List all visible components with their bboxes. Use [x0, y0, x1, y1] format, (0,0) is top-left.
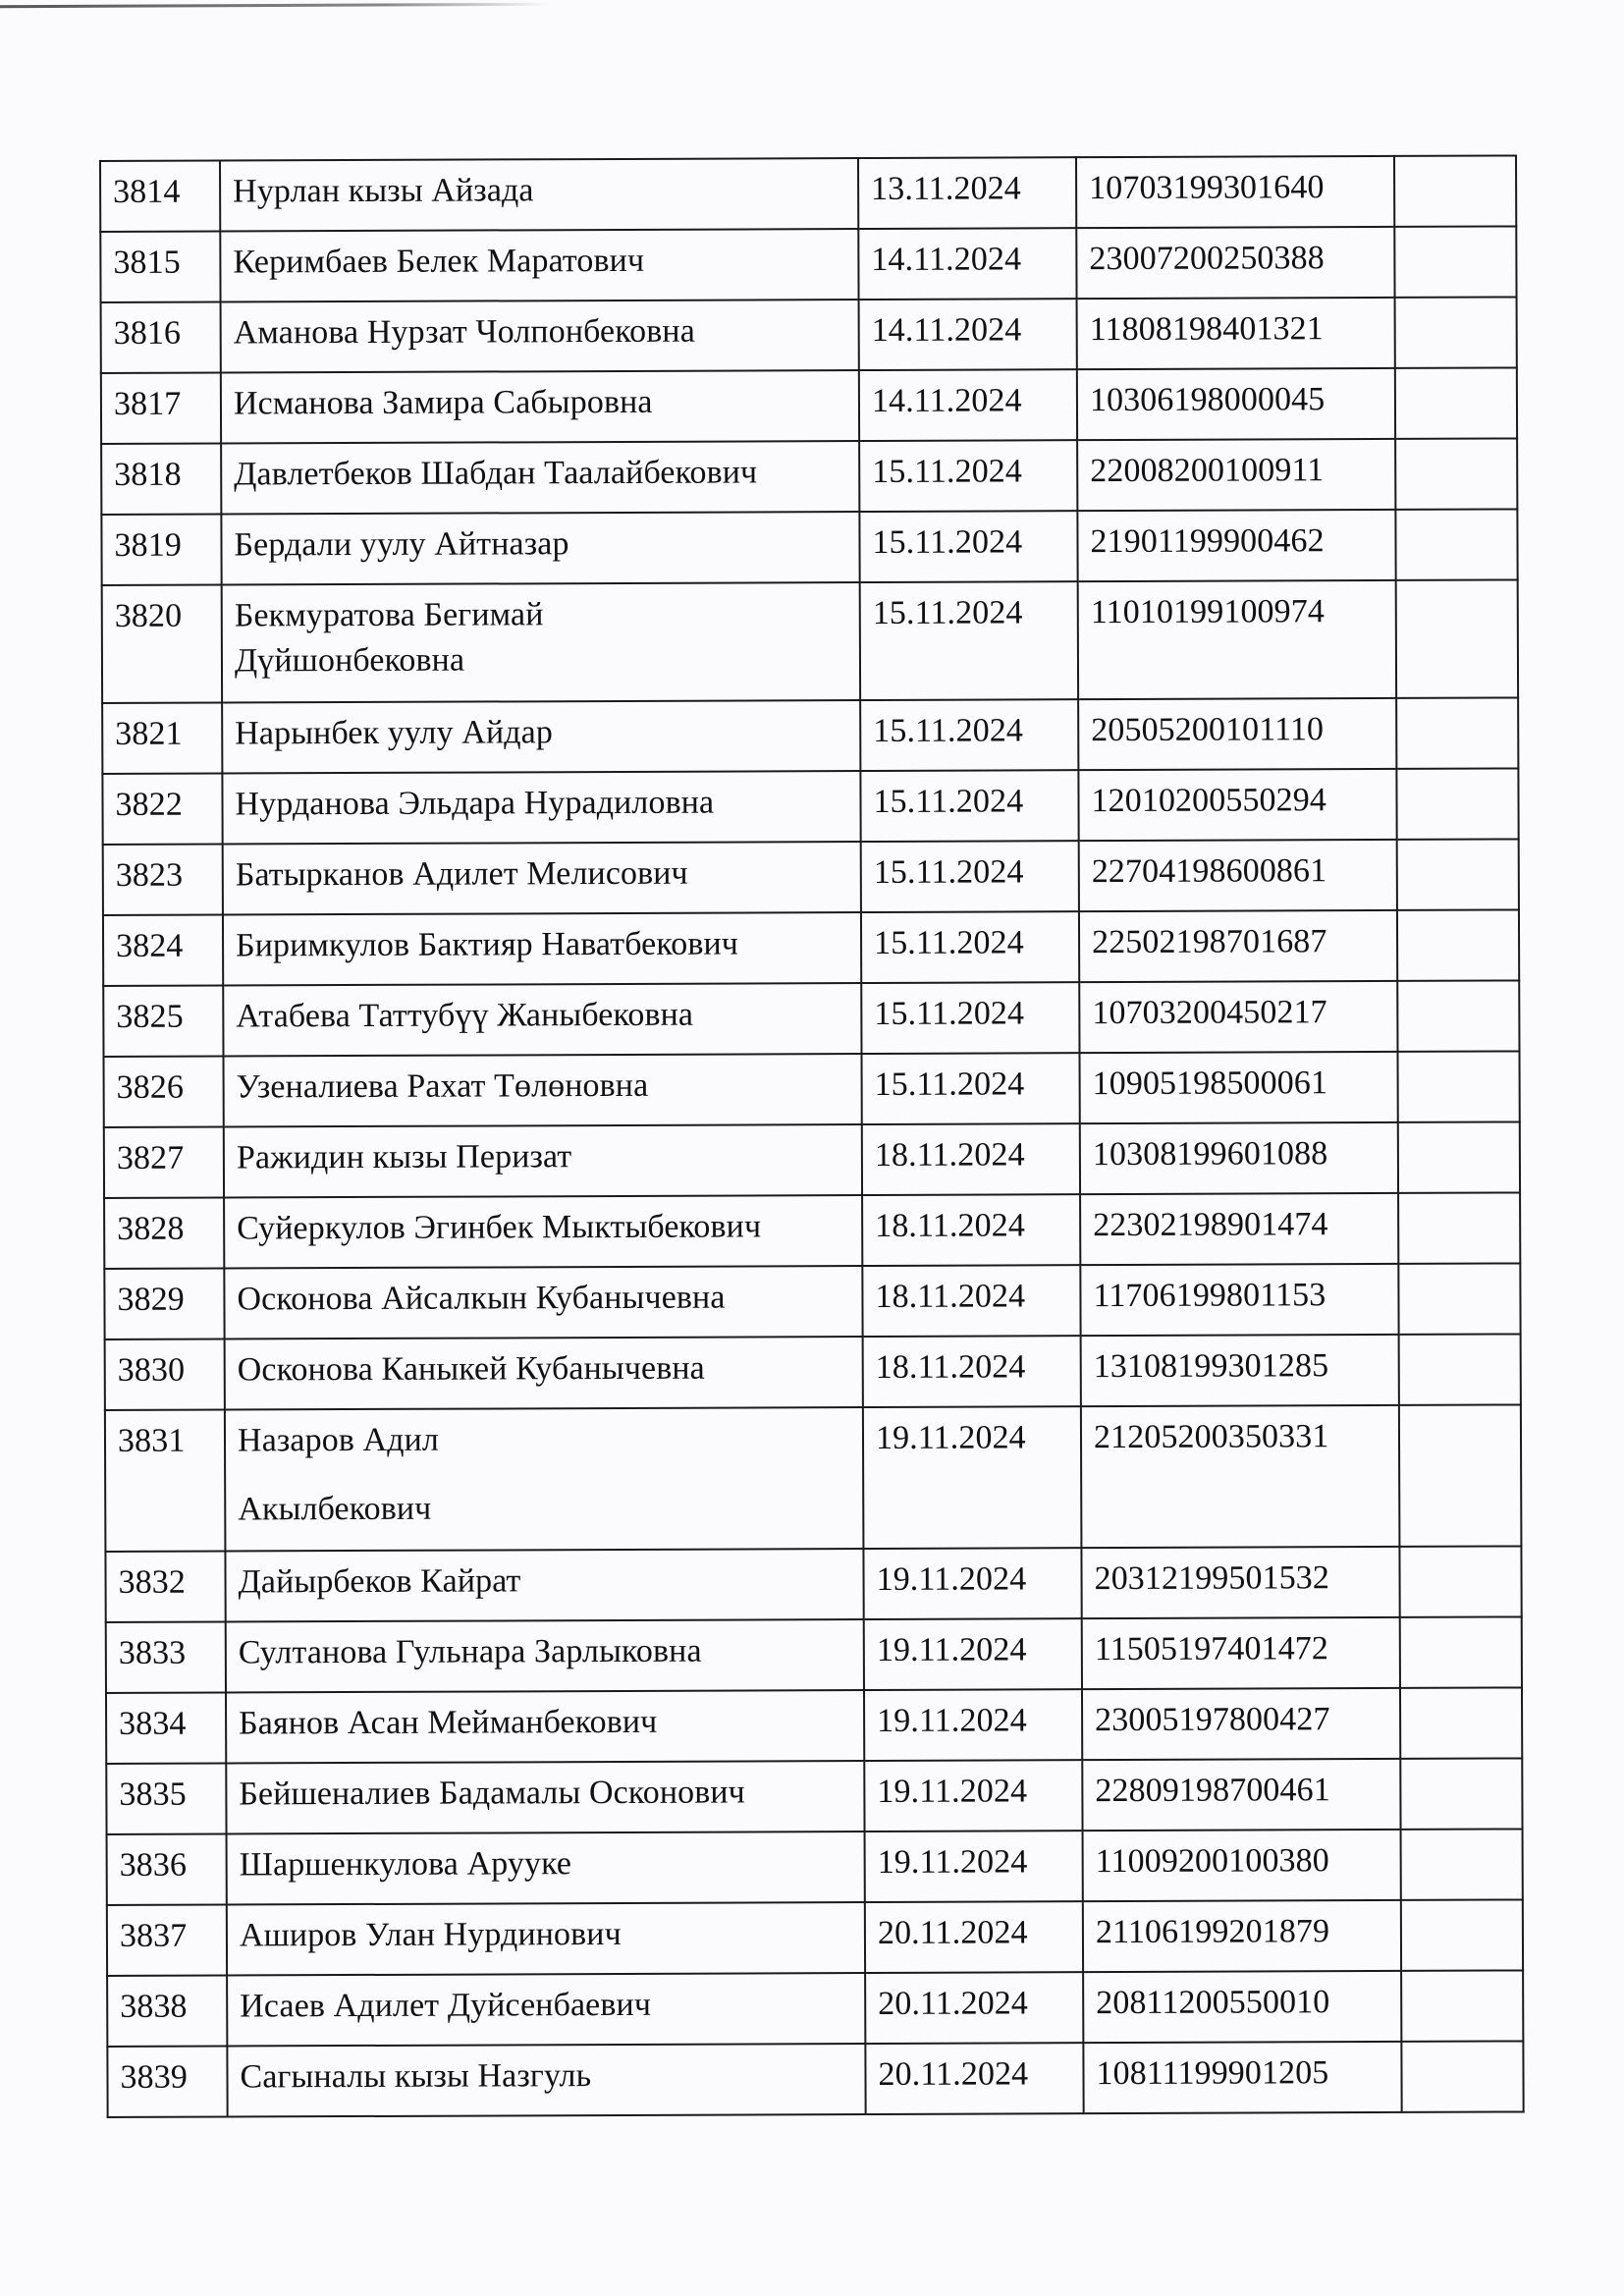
table-row [103, 909, 1519, 986]
table-row [102, 697, 1518, 774]
pin-cell [1082, 1617, 1400, 1689]
pin-cell-text: 22809198700461 [1095, 1772, 1330, 1810]
full-name-cell-text: Давлетбеков Шабдан Таалайбекович [234, 454, 758, 493]
row-number-cell [107, 1905, 227, 1976]
table-row [101, 367, 1517, 444]
full-name-cell [227, 1973, 865, 2046]
empty-cell [1395, 367, 1517, 438]
empty-cell [1399, 1334, 1521, 1404]
date-cell [865, 1901, 1083, 1973]
pin-cell-text: 10703199301640 [1089, 169, 1325, 207]
row-number-cell-text: 3832 [118, 1563, 187, 1601]
table-row [106, 1687, 1522, 1764]
date-cell [859, 511, 1077, 582]
pin-cell [1076, 156, 1394, 228]
full-name-cell [222, 771, 860, 844]
date-cell-text: 15.11.2024 [873, 712, 1024, 749]
date-cell-text: 14.11.2024 [871, 241, 1022, 278]
full-name-cell [224, 1195, 862, 1268]
row-number-cell-text: 3835 [119, 1776, 187, 1813]
date-cell-text: 20.11.2024 [877, 1914, 1028, 1951]
date-cell-text: 15.11.2024 [872, 523, 1023, 561]
date-cell [859, 369, 1077, 441]
row-number-cell [105, 1410, 226, 1552]
empty-cell [1397, 980, 1519, 1051]
empty-cell [1396, 768, 1518, 839]
pin-cell [1082, 1688, 1400, 1760]
date-cell [860, 770, 1078, 842]
row-number-cell-text: 3814 [113, 173, 181, 210]
table-row [107, 2041, 1523, 2117]
full-name-cell [225, 1337, 863, 1409]
pin-cell [1080, 1264, 1398, 1336]
full-name-cell [227, 1831, 865, 1904]
table-row [102, 579, 1518, 703]
full-name-cell [225, 1407, 864, 1551]
pin-cell-text: 20312199501532 [1094, 1559, 1330, 1598]
date-cell-text: 18.11.2024 [875, 1348, 1026, 1386]
full-name-cell [223, 842, 861, 914]
full-name-cell [221, 300, 859, 372]
full-name-cell-text: Нарынбек уулу Айдар [235, 714, 553, 752]
date-cell [861, 982, 1079, 1054]
date-cell-text: 19.11.2024 [877, 1773, 1028, 1810]
date-cell-text: 19.11.2024 [876, 1560, 1027, 1598]
empty-cell [1401, 1829, 1523, 1899]
full-name-cell-text: Осконова Каныкей Кубанычевна [237, 1349, 705, 1389]
pin-cell [1077, 510, 1395, 581]
row-number-cell [101, 515, 221, 585]
pin-cell-text: 22008200100911 [1090, 452, 1325, 490]
empty-cell [1399, 1546, 1521, 1616]
pin-cell-text: 20505200101110 [1091, 711, 1325, 749]
date-cell [858, 157, 1076, 229]
pin-cell-text: 22704198600861 [1091, 852, 1327, 891]
pin-cell-text: 10308199601088 [1092, 1135, 1328, 1174]
full-name-cell-text: Биримкулов Бактияр Наватбекович [236, 925, 739, 964]
pin-cell [1077, 298, 1395, 369]
pin-cell [1079, 1052, 1397, 1123]
date-cell [862, 1123, 1080, 1195]
full-name-cell-text: Бейшеналиев Бадамалы Осконович [239, 1774, 745, 1813]
pin-cell [1083, 1971, 1401, 2043]
full-name-cell [221, 512, 859, 584]
empty-cell [1398, 1263, 1520, 1334]
pin-cell [1078, 580, 1396, 699]
full-name-cell [227, 1902, 865, 1975]
full-name-line2-text: Дүйшонбековна [234, 641, 465, 680]
full-name-cell-text: Сагыналы кызы Назгуль [240, 2057, 592, 2096]
date-cell-text: 15.11.2024 [873, 924, 1024, 961]
table-row [105, 1334, 1521, 1410]
pin-cell-text: 11706199801153 [1093, 1277, 1326, 1315]
full-name-cell-text: Аширов Улан Нурдинович [239, 1915, 622, 1954]
empty-cell [1401, 1899, 1523, 1970]
full-name-cell-text: Бердали уулу Айтназар [234, 525, 569, 564]
date-cell [861, 841, 1079, 912]
date-cell-text: 15.11.2024 [872, 594, 1023, 631]
row-number-cell-text: 3826 [116, 1068, 185, 1106]
table-row [101, 297, 1517, 373]
table-row [104, 1263, 1520, 1339]
table-row [106, 1758, 1522, 1834]
empty-cell [1398, 1121, 1520, 1192]
table-row [107, 1899, 1523, 1976]
full-name-cell [220, 229, 858, 301]
full-name-cell-text: Батырканов Адилет Мелисович [235, 854, 688, 894]
table-row [100, 226, 1516, 302]
full-name-cell [224, 1124, 862, 1197]
pin-cell-text: 21205200350331 [1093, 1418, 1329, 1456]
date-cell [863, 1336, 1081, 1407]
row-number-cell [105, 1552, 225, 1622]
pin-cell-text: 10905198500061 [1092, 1065, 1328, 1103]
pin-cell-text: 11010199100974 [1090, 593, 1325, 631]
pin-cell-text: 22302198901474 [1093, 1206, 1328, 1244]
registry-table-body [100, 155, 1524, 2117]
pin-cell [1081, 1335, 1399, 1406]
full-name-cell-text: Узеналиева Рахат Төлөновна [236, 1066, 649, 1106]
pin-cell [1081, 1547, 1399, 1618]
full-name-cell-text: Аманова Нурзат Чолпонбековна [233, 312, 695, 352]
pin-cell-text: 21106199201879 [1095, 1913, 1330, 1951]
date-cell-text: 13.11.2024 [871, 170, 1021, 207]
table-row [101, 509, 1517, 585]
empty-cell [1400, 1687, 1522, 1758]
date-cell [859, 440, 1077, 512]
date-cell [864, 1618, 1082, 1690]
row-number-cell [107, 1976, 227, 2047]
row-number-cell [105, 1339, 225, 1410]
registry-table [99, 154, 1525, 2118]
pin-cell-text: 11505197401472 [1094, 1630, 1329, 1668]
table-row [101, 438, 1517, 515]
pin-cell [1083, 1830, 1401, 1901]
row-number-cell-text: 3816 [113, 314, 182, 352]
date-cell [864, 1760, 1082, 1831]
scan-edge-shadow [0, 3, 550, 8]
empty-cell [1396, 579, 1518, 697]
empty-cell [1395, 509, 1517, 579]
date-cell-text: 18.11.2024 [874, 1136, 1025, 1174]
row-number-cell [104, 1269, 224, 1339]
row-number-cell-text: 3820 [114, 597, 183, 634]
row-number-cell [100, 232, 220, 302]
pin-cell [1078, 698, 1396, 770]
row-number-cell-text: 3828 [117, 1210, 185, 1247]
pin-cell [1082, 1759, 1400, 1831]
pin-cell-text: 11808198401321 [1089, 310, 1324, 349]
date-cell-text: 15.11.2024 [872, 453, 1023, 490]
table-row [104, 1121, 1520, 1198]
row-number-cell [101, 373, 221, 444]
date-cell-text: 15.11.2024 [873, 783, 1024, 820]
pin-cell-text: 13108199301285 [1093, 1347, 1329, 1386]
row-number-cell-text: 3829 [117, 1281, 185, 1318]
date-cell [861, 911, 1079, 983]
table-row [105, 1404, 1522, 1552]
full-name-cell [225, 1549, 863, 1621]
full-name-cell-text: Ражидин кызы Перизат [236, 1138, 572, 1176]
row-number-cell [104, 1057, 224, 1127]
date-cell-text: 19.11.2024 [875, 1419, 1026, 1456]
row-number-cell [102, 703, 222, 774]
empty-cell [1397, 839, 1519, 909]
empty-cell [1400, 1758, 1522, 1829]
date-cell-text: 15.11.2024 [874, 995, 1025, 1032]
pin-cell-text: 21901199900462 [1090, 522, 1325, 561]
full-name-cell-text: Осконова Айсалкын Кубанычевна [237, 1279, 726, 1318]
full-name-cell-text: Шаршенкулова Арууке [239, 1845, 572, 1884]
row-number-cell [102, 585, 222, 703]
pin-cell-text: 10306198000045 [1089, 381, 1326, 419]
pin-cell-text: 23005197800427 [1095, 1701, 1330, 1739]
date-cell-text: 14.11.2024 [871, 311, 1022, 349]
table-row [104, 1051, 1520, 1127]
empty-cell [1399, 1404, 1522, 1546]
row-number-cell-text: 3819 [114, 526, 182, 564]
row-number-cell-text: 3831 [117, 1422, 186, 1459]
pin-cell [1079, 981, 1397, 1053]
pin-cell-text: 22502198701687 [1091, 923, 1327, 961]
date-cell-text: 20.11.2024 [878, 1985, 1029, 2022]
pin-cell-text: 11009200100380 [1095, 1842, 1329, 1881]
row-number-cell [103, 845, 223, 915]
row-number-cell [102, 774, 222, 845]
date-cell-text: 14.11.2024 [871, 382, 1022, 419]
full-name-cell [224, 1054, 862, 1126]
empty-cell [1396, 697, 1518, 768]
empty-cell [1397, 909, 1519, 980]
date-cell [861, 1053, 1079, 1124]
date-cell [858, 228, 1076, 300]
pin-cell [1077, 439, 1395, 511]
date-cell [863, 1548, 1081, 1619]
full-name-line2-text: Акылбекович [238, 1490, 432, 1528]
row-number-cell [100, 161, 220, 232]
date-cell-text: 18.11.2024 [875, 1207, 1025, 1244]
full-name-cell-text: Суйеркулов Эгинбек Мыктыбекович [237, 1208, 762, 1247]
pin-cell [1083, 2042, 1401, 2113]
pin-cell-text: 23007200250388 [1089, 240, 1325, 278]
date-cell-text: 20.11.2024 [878, 2055, 1029, 2093]
pin-cell [1079, 840, 1397, 911]
full-name-cell-text: Назаров Адил [237, 1421, 440, 1459]
row-number-cell-text: 3821 [115, 715, 183, 752]
date-cell [859, 299, 1077, 370]
row-number-cell [104, 1127, 224, 1198]
empty-cell [1397, 1051, 1519, 1121]
row-number-cell-text: 3836 [119, 1846, 188, 1884]
date-cell [863, 1406, 1082, 1549]
date-cell-text: 19.11.2024 [876, 1631, 1027, 1668]
table-row [103, 839, 1519, 915]
row-number-cell-text: 3825 [116, 998, 184, 1035]
date-cell-text: 15.11.2024 [873, 853, 1024, 891]
date-cell [865, 1972, 1083, 2044]
row-number-cell-text: 3834 [119, 1705, 187, 1742]
full-name-cell [223, 912, 861, 985]
empty-cell [1398, 1192, 1520, 1263]
row-number-cell [103, 915, 223, 986]
row-number-cell-text: 3839 [120, 2058, 188, 2096]
date-cell-text: 15.11.2024 [874, 1066, 1025, 1103]
row-number-cell [107, 1834, 227, 1905]
row-number-cell [107, 2047, 227, 2117]
full-name-cell [226, 1690, 864, 1763]
full-name-cell [221, 441, 859, 514]
row-number-cell [106, 1622, 226, 1693]
row-number-cell [106, 1693, 226, 1764]
pin-cell [1083, 1900, 1401, 1972]
table-row [106, 1616, 1522, 1693]
pin-cell [1079, 910, 1397, 982]
pin-cell-text: 12010200550294 [1091, 782, 1326, 820]
empty-cell [1394, 155, 1516, 226]
pin-cell-text: 10703200450217 [1092, 994, 1327, 1032]
full-name-cell [220, 158, 858, 231]
table-row [107, 1829, 1523, 1905]
pin-cell [1080, 1193, 1398, 1265]
table-row [100, 155, 1516, 232]
table-row [105, 1546, 1521, 1622]
row-number-cell-text: 3837 [119, 1917, 188, 1954]
full-name-cell [226, 1619, 864, 1692]
full-name-cell [224, 1266, 862, 1339]
empty-cell [1401, 1970, 1523, 2041]
full-name-cell-text: Керимбаев Белек Маратович [233, 242, 645, 281]
row-number-cell [101, 444, 221, 515]
full-name-cell-text: Султанова Гульнара Зарлыковна [238, 1632, 702, 1671]
empty-cell [1395, 438, 1517, 509]
empty-cell [1400, 1616, 1522, 1687]
full-name-cell-text: Исманова Замира Сабыровна [233, 383, 653, 422]
pin-cell [1081, 1405, 1400, 1548]
full-name-cell [221, 370, 859, 443]
full-name-cell [222, 582, 860, 702]
row-number-cell [103, 986, 223, 1057]
date-cell [862, 1265, 1080, 1337]
date-cell [865, 2043, 1083, 2114]
full-name-cell-text: Нурданова Эльдара Нурадиловна [235, 784, 715, 823]
empty-cell [1395, 297, 1517, 367]
table-row [103, 980, 1519, 1057]
empty-cell [1394, 226, 1516, 297]
full-name-cell-text: Бекмуратова Бегимай [234, 596, 544, 634]
date-cell [860, 581, 1078, 700]
full-name-cell-text: Исаев Адилет Дуйсенбаевич [240, 1986, 652, 2025]
pin-cell-text: 10811199901205 [1096, 2054, 1329, 2093]
row-number-cell [104, 1198, 224, 1269]
row-number-cell-text: 3815 [113, 244, 181, 281]
pin-cell [1080, 1122, 1398, 1194]
table-row [104, 1192, 1520, 1269]
row-number-cell-text: 3822 [115, 786, 183, 823]
date-cell [864, 1689, 1082, 1761]
date-cell [860, 699, 1078, 771]
table-row [102, 768, 1518, 845]
row-number-cell-text: 3823 [115, 856, 184, 894]
full-name-cell-text: Баянов Асан Мейманбекович [239, 1703, 658, 1742]
full-name-cell-text: Дайырбеков Кайрат [238, 1562, 521, 1601]
pin-cell [1077, 368, 1395, 440]
row-number-cell-text: 3824 [116, 927, 184, 964]
date-cell-text: 19.11.2024 [877, 1702, 1027, 1739]
date-cell [862, 1194, 1080, 1266]
pin-cell [1076, 227, 1394, 299]
row-number-cell-text: 3817 [113, 385, 182, 422]
row-number-cell [101, 302, 221, 373]
row-number-cell-text: 3827 [116, 1139, 185, 1176]
date-cell-text: 19.11.2024 [877, 1843, 1028, 1881]
full-name-cell [223, 983, 861, 1056]
date-cell [865, 1831, 1083, 1902]
pin-cell-text: 20811200550010 [1096, 1984, 1330, 2022]
row-number-cell [106, 1764, 226, 1834]
date-cell-text: 18.11.2024 [875, 1278, 1026, 1315]
row-number-cell-text: 3833 [118, 1634, 187, 1671]
full-name-cell [222, 700, 860, 773]
full-name-cell-text: Нурлан кызы Айзада [233, 172, 534, 210]
row-number-cell-text: 3838 [120, 1988, 188, 2025]
full-name-cell-text: Атабева Таттубүү Жаныбековна [236, 996, 694, 1035]
full-name-cell [227, 2044, 865, 2116]
full-name-cell [226, 1761, 864, 1833]
pin-cell [1078, 769, 1396, 841]
table-row [107, 1970, 1523, 2047]
row-number-cell-text: 3830 [117, 1351, 186, 1389]
empty-cell [1401, 2041, 1523, 2111]
row-number-cell-text: 3818 [114, 456, 182, 493]
